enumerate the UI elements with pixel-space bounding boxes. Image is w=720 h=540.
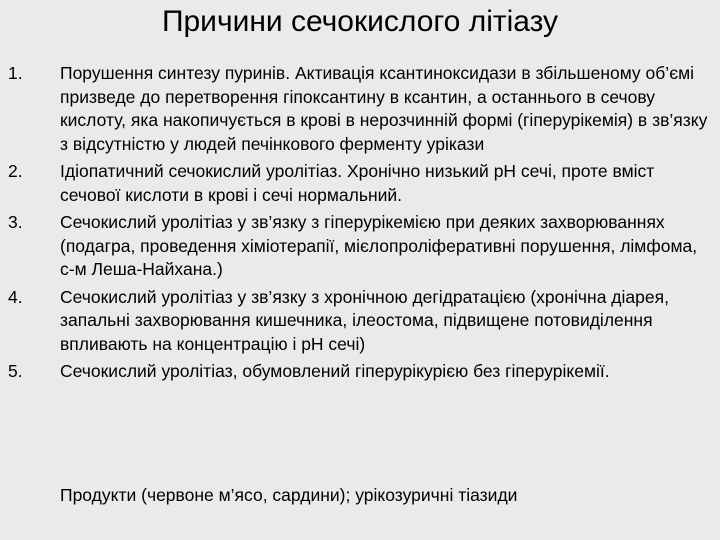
list-item-number: 3. — [8, 212, 23, 232]
list-item — [8, 62, 716, 156]
products-note: Продукти (червоне м’ясо, сардини); урікозуричні тіазиди — [60, 485, 518, 505]
list-item-text: Ідіопатичний сечокислий уролітіаз. Хронічно низький pH сечі, проте вміст сечової кислоти в крові і сечі нормальний. — [60, 161, 655, 205]
list-item-number: 5. — [8, 361, 23, 381]
list-item — [8, 286, 716, 357]
slide-title: Причини сечокислого літіазу — [161, 5, 559, 38]
list-item — [8, 360, 716, 384]
list-item-number: 1. — [8, 63, 23, 83]
list-item-text: Сечокислий уролітіаз у зв’язку з хронічною дегідратацією (хронічна діарея, запальні захворювання кишечника, ілеостома, підвищене потовиділення впливають на концентрацію і pH сечі) — [60, 286, 669, 354]
list-item — [8, 211, 716, 282]
list-item-number: 2. — [8, 161, 23, 181]
list-item-text: Сечокислий уролітіаз у зв’язку з гіперурікемією при деяких захворюваннях (подагра, проведення хіміотерапії, мієлопроліферативні порушення, лімфома, с-м Леша-Найхана.) — [60, 212, 698, 279]
list-item-number: 4. — [8, 286, 23, 307]
list-item-text: Сечокислий уролітіаз, обумовлений гіперурікурією без гіперурікемії. — [60, 361, 610, 381]
list-item-text: Порушення синтезу пуринів. Активація ксантиноксидази в збільшеному об’ємі призведе до перетворення гіпоксантину в ксантин, а останнього в сечову кислоту, яка накопичується в крові в нерозчинній формі (гіперурікемія) в зв’язку з відсутністю у людей печінкового ферменту урікази — [60, 63, 708, 154]
list-item — [8, 160, 716, 207]
causes-list — [8, 62, 716, 388]
